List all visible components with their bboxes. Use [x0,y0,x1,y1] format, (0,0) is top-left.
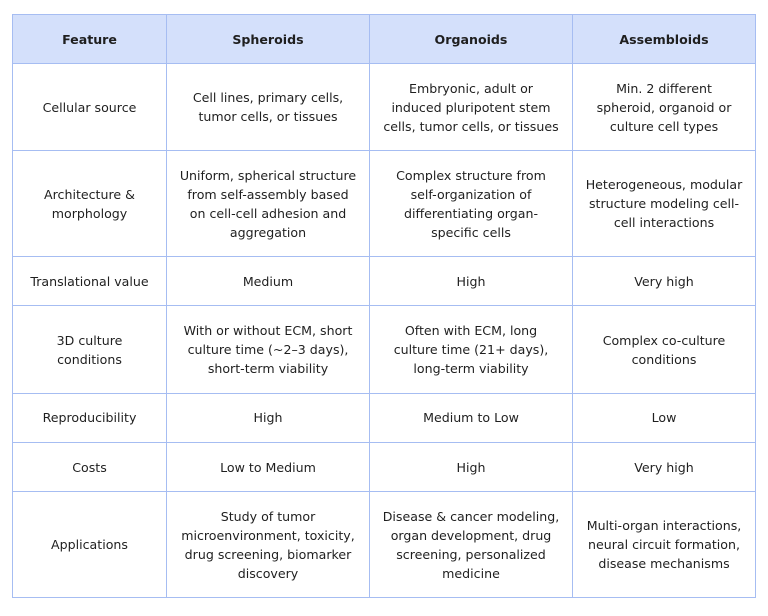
cell-assembloids: Multi-organ interactions, neural circuit formation, disease mechanisms [573,492,756,598]
comparison-table [12,14,756,598]
cell-assembloids: Min. 2 different spheroid, organoid or culture cell types [573,64,756,151]
cell-assembloids: Complex co-culture conditions [573,306,756,393]
cell-organoids: Medium to Low [370,393,573,442]
cell-assembloids: Very high [573,443,756,492]
table-row [13,64,756,151]
cell-spheroids: High [167,393,370,442]
cell-organoids: Complex structure from self-organization of differentiating organ- specific cells [370,151,573,257]
row-label-costs: Costs [13,443,167,492]
header-assembloids: Assembloids [573,15,756,64]
header-feature: Feature [13,15,167,64]
cell-assembloids: Very high [573,257,756,306]
cell-assembloids: Heterogeneous, modular structure modeling cell- cell interactions [573,151,756,257]
cell-organoids: Embryonic, adult or induced pluripotent stem cells, tumor cells, or tissues [370,64,573,151]
row-label-applications: Applications [13,492,167,598]
row-label-translational-value: Translational value [13,257,167,306]
cell-organoids: High [370,257,573,306]
row-label-reproducibility: Reproducibility [13,393,167,442]
cell-organoids: Often with ECM, long culture time (21+ days), long-term viability [370,306,573,393]
header-spheroids: Spheroids [167,15,370,64]
cell-spheroids: Study of tumor microenvironment, toxicity, drug screening, biomarker discovery [167,492,370,598]
row-label-architecture: Architecture & morphology [13,151,167,257]
table-row [13,306,756,393]
cell-organoids: High [370,443,573,492]
table-row [13,151,756,257]
table-row [13,393,756,442]
cell-spheroids: Cell lines, primary cells, tumor cells, or tissues [167,64,370,151]
row-label-cellular-source: Cellular source [13,64,167,151]
table-row [13,443,756,492]
table-row [13,257,756,306]
row-label-3d-culture: 3D culture conditions [13,306,167,393]
cell-spheroids: Uniform, spherical structure from self-assembly based on cell-cell adhesion and aggregation [167,151,370,257]
table-row [13,492,756,598]
cell-spheroids: With or without ECM, short culture time (~2–3 days), short-term viability [167,306,370,393]
header-row [13,15,756,64]
header-organoids: Organoids [370,15,573,64]
cell-organoids: Disease & cancer modeling, organ development, drug screening, personalized medicine [370,492,573,598]
comparison-table-container [12,14,755,598]
cell-assembloids: Low [573,393,756,442]
cell-spheroids: Medium [167,257,370,306]
cell-spheroids: Low to Medium [167,443,370,492]
